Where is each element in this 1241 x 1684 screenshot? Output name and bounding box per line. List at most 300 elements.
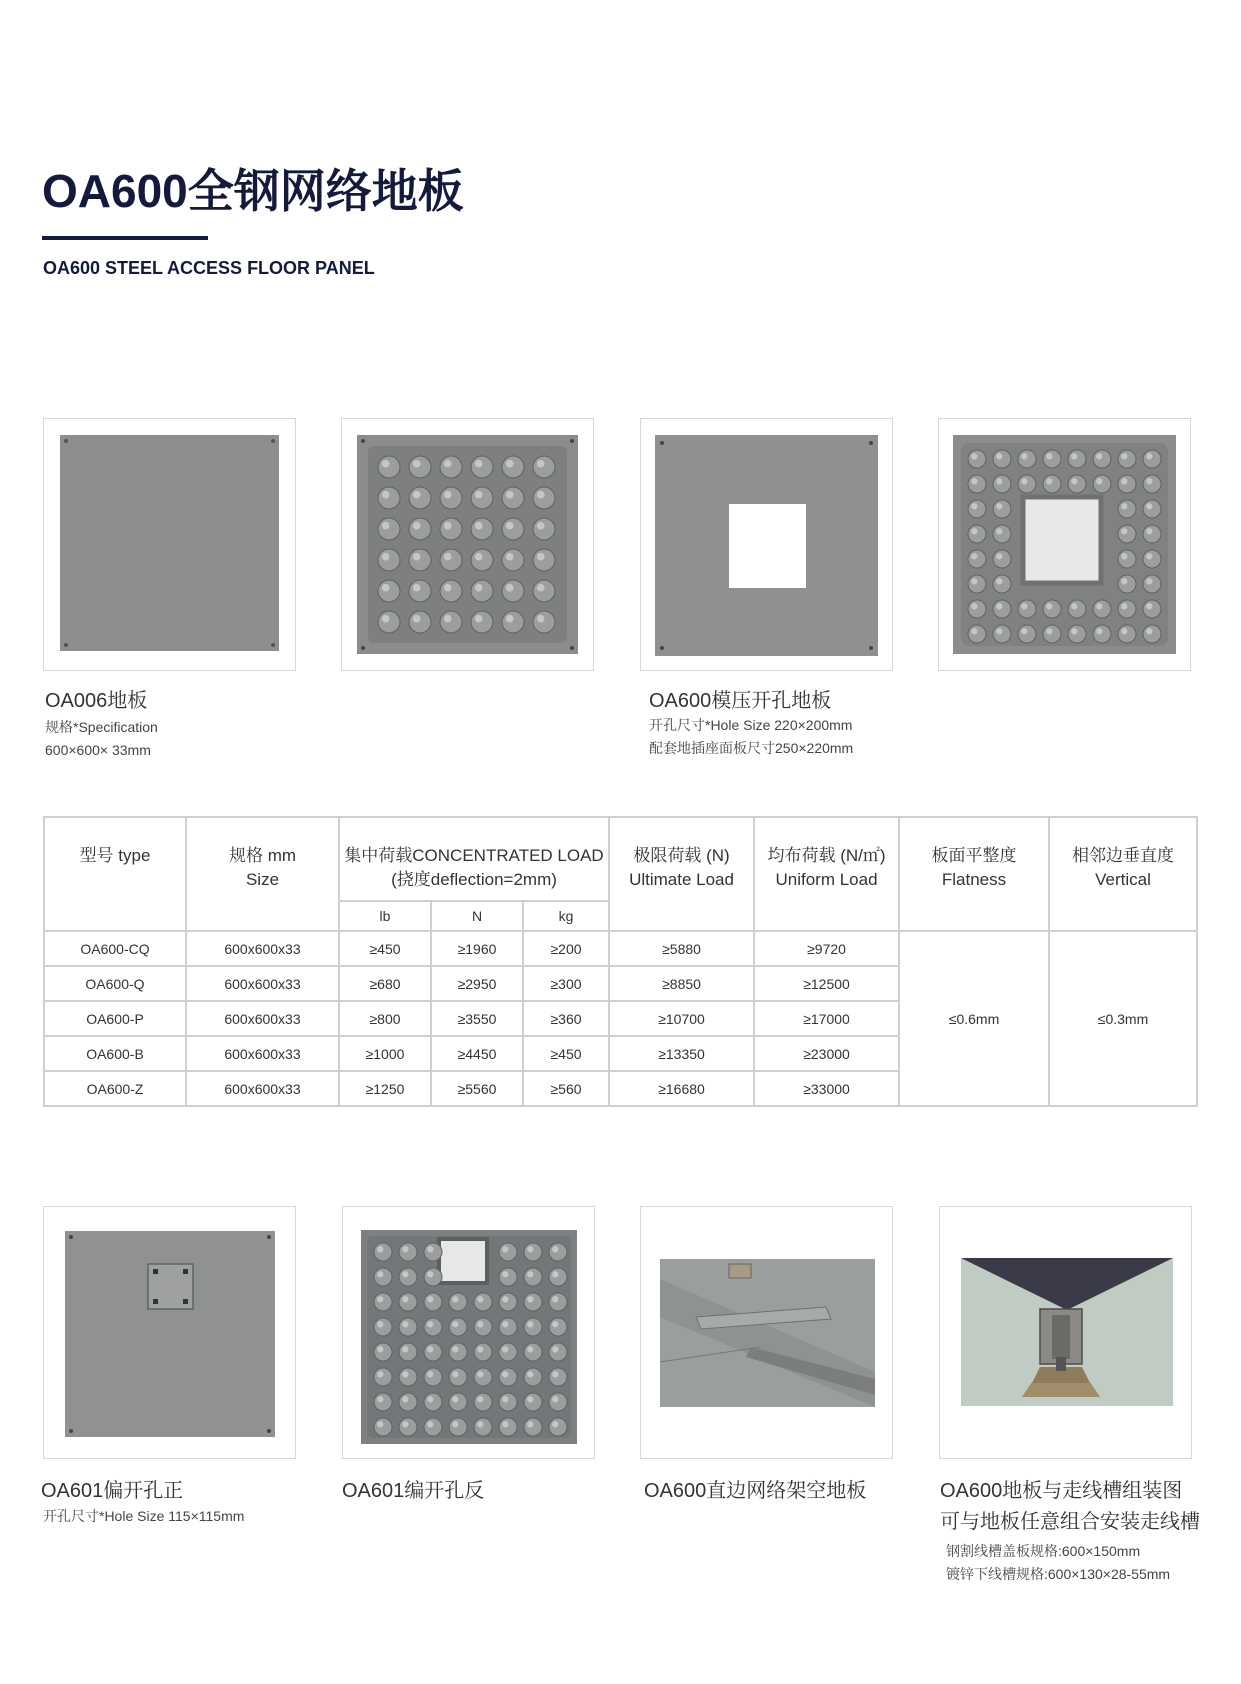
note-oa601-hole-size: 开孔尺寸*Hole Size 115×115mm <box>43 1508 245 1524</box>
cell-uniform: ≥23000 <box>754 1036 899 1071</box>
dimple <box>968 600 986 618</box>
dimple <box>499 1368 517 1386</box>
dimple-highlight <box>971 528 977 534</box>
dimple-highlight <box>475 460 483 468</box>
dimple-highlight <box>444 522 452 530</box>
cell-ultimate: ≥13350 <box>609 1036 754 1071</box>
dimple <box>993 625 1011 643</box>
dimple <box>471 549 493 571</box>
dimple-highlight <box>477 1396 483 1402</box>
dimple <box>524 1368 542 1386</box>
dimple-highlight <box>506 522 514 530</box>
dimple <box>549 1293 567 1311</box>
note-socket-panel-size: 配套地插座面板尺寸250×220mm <box>649 740 854 756</box>
dimple-highlight <box>427 1296 433 1302</box>
dimple <box>502 580 524 602</box>
dimple <box>993 450 1011 468</box>
dimple <box>449 1318 467 1336</box>
dimple-highlight <box>1146 503 1152 509</box>
dimple-highlight <box>971 453 977 459</box>
dimple-highlight <box>1096 628 1102 634</box>
dimple-highlight <box>552 1346 558 1352</box>
dimple <box>993 550 1011 568</box>
dimple-highlight <box>527 1346 533 1352</box>
dimple-highlight <box>506 615 514 623</box>
dimple-highlight <box>444 615 452 623</box>
dimple <box>1118 550 1136 568</box>
dimple-highlight <box>552 1321 558 1327</box>
dimple <box>424 1318 442 1336</box>
page-subtitle: OA600 STEEL ACCESS FLOOR PANEL <box>43 258 375 278</box>
dimple-highlight <box>1146 628 1152 634</box>
dimple-highlight <box>1021 453 1027 459</box>
cell-size: 600x600x33 <box>186 931 339 966</box>
dimple-highlight <box>452 1371 458 1377</box>
dimple-highlight <box>1146 478 1152 484</box>
dimple-highlight <box>377 1371 383 1377</box>
dimple-highlight <box>552 1271 558 1277</box>
dimple <box>1093 475 1111 493</box>
dimple-highlight <box>1021 628 1027 634</box>
dimple-highlight <box>537 553 545 561</box>
cell-type: OA600-B <box>44 1036 186 1071</box>
caption-oa601-back: OA601编开孔反 <box>342 1480 485 1502</box>
dimple-highlight <box>402 1346 408 1352</box>
dimple <box>549 1418 567 1436</box>
dimple-highlight <box>1071 478 1077 484</box>
dimple <box>499 1293 517 1311</box>
note-cover-size: 钢割线槽盖板规格:600×150mm <box>946 1543 1141 1559</box>
product-image-oa600-hole <box>640 418 893 671</box>
dimple-highlight <box>537 584 545 592</box>
dimple-highlight <box>996 478 1002 484</box>
dimple <box>374 1343 392 1361</box>
dimple <box>424 1243 442 1261</box>
dimple <box>1068 625 1086 643</box>
dimple <box>374 1393 392 1411</box>
dimple <box>378 580 400 602</box>
dimple <box>409 549 431 571</box>
dimple <box>1043 600 1061 618</box>
cell-lb: ≥1250 <box>339 1071 431 1106</box>
dimple <box>993 525 1011 543</box>
offset-hole-back-photo <box>343 1207 594 1458</box>
dimple-highlight <box>382 522 390 530</box>
dimple-highlight <box>1071 628 1077 634</box>
cell-type: OA600-Q <box>44 966 186 1001</box>
dimple <box>424 1393 442 1411</box>
dimple-highlight <box>996 553 1002 559</box>
cell-lb: ≥680 <box>339 966 431 1001</box>
dimple-highlight <box>1071 453 1077 459</box>
dimple-highlight <box>402 1321 408 1327</box>
dimple <box>502 487 524 509</box>
dimple-highlight <box>996 578 1002 584</box>
dimple-highlight <box>427 1271 433 1277</box>
dimple-highlight <box>527 1321 533 1327</box>
dimple-highlight <box>475 522 483 530</box>
dimple <box>474 1293 492 1311</box>
dimple-highlight <box>996 603 1002 609</box>
dimple <box>374 1243 392 1261</box>
product-image-assembly <box>939 1206 1192 1459</box>
dimple-highlight <box>527 1296 533 1302</box>
dimple <box>399 1293 417 1311</box>
dimple <box>474 1343 492 1361</box>
dimple <box>1093 450 1111 468</box>
subheader-n: N <box>431 901 523 931</box>
dimple-highlight <box>552 1371 558 1377</box>
cell-ultimate: ≥8850 <box>609 966 754 1001</box>
dimple <box>1118 475 1136 493</box>
cell-size: 600x600x33 <box>186 1036 339 1071</box>
note-hole-size: 开孔尺寸*Hole Size 220×200mm <box>649 717 853 733</box>
dimple <box>409 580 431 602</box>
dimple <box>440 549 462 571</box>
dimple <box>1018 475 1036 493</box>
cell-flatness: ≤0.6mm <box>899 931 1049 1106</box>
dimple-highlight <box>552 1396 558 1402</box>
dimple-highlight <box>502 1246 508 1252</box>
dimple-highlight <box>477 1321 483 1327</box>
hole-panel-photo <box>641 419 892 670</box>
dimple <box>993 475 1011 493</box>
dimple-highlight <box>537 491 545 499</box>
dimple <box>549 1243 567 1261</box>
dimple <box>968 575 986 593</box>
cell-uniform: ≥17000 <box>754 1001 899 1036</box>
dimple-highlight <box>1146 578 1152 584</box>
dimple <box>549 1268 567 1286</box>
dimple-highlight <box>996 628 1002 634</box>
cell-ultimate: ≥10700 <box>609 1001 754 1036</box>
header-uniform-load: 均布荷载 (N/㎡) Uniform Load <box>754 817 899 931</box>
dimple <box>474 1368 492 1386</box>
dimple <box>399 1343 417 1361</box>
dimple-highlight <box>413 553 421 561</box>
dimple <box>399 1318 417 1336</box>
title-underline <box>42 236 208 240</box>
dimple-highlight <box>502 1321 508 1327</box>
offset-hole-panel-photo <box>44 1207 295 1458</box>
dimple <box>549 1393 567 1411</box>
dimple <box>449 1368 467 1386</box>
dimple <box>533 549 555 571</box>
dimple <box>409 518 431 540</box>
header-type: 型号 type <box>44 817 186 931</box>
dimple <box>471 580 493 602</box>
dimple-highlight <box>444 584 452 592</box>
dimple-highlight <box>502 1271 508 1277</box>
product-image-oa601-front <box>43 1206 296 1459</box>
dimple-highlight <box>444 553 452 561</box>
dimple-highlight <box>1071 603 1077 609</box>
cell-n: ≥3550 <box>431 1001 523 1036</box>
cell-ultimate: ≥16680 <box>609 1071 754 1106</box>
dimple <box>1143 525 1161 543</box>
dimple <box>968 475 986 493</box>
dimple <box>1043 625 1061 643</box>
dimple <box>440 518 462 540</box>
dimple-highlight <box>1146 453 1152 459</box>
dimple <box>474 1393 492 1411</box>
dimple <box>499 1418 517 1436</box>
dimple <box>502 611 524 633</box>
dimple <box>374 1368 392 1386</box>
dimple <box>502 456 524 478</box>
dimple <box>1143 500 1161 518</box>
subheader-lb: lb <box>339 901 431 931</box>
dimple-highlight <box>552 1296 558 1302</box>
dimple-highlight <box>971 478 977 484</box>
dimple-highlight <box>413 460 421 468</box>
dimple <box>499 1243 517 1261</box>
dimple <box>1118 525 1136 543</box>
dimple-highlight <box>377 1396 383 1402</box>
dimple-highlight <box>477 1346 483 1352</box>
dimple-highlight <box>1121 478 1127 484</box>
dimple-highlight <box>1096 603 1102 609</box>
dimple-highlight <box>402 1246 408 1252</box>
header-size: 规格 mm Size <box>186 817 339 931</box>
dimple-highlight <box>377 1246 383 1252</box>
dimple-highlight <box>377 1321 383 1327</box>
dimple <box>1143 625 1161 643</box>
dimple <box>471 456 493 478</box>
dimple <box>424 1293 442 1311</box>
dimple-highlight <box>413 522 421 530</box>
product-image-oa601-back <box>342 1206 595 1459</box>
dimple <box>1043 475 1061 493</box>
dimple <box>968 550 986 568</box>
dimple <box>524 1318 542 1336</box>
dimple-highlight <box>1146 528 1152 534</box>
dimple-highlight <box>377 1421 383 1427</box>
dimple <box>409 487 431 509</box>
dimple <box>424 1418 442 1436</box>
cell-n: ≥1960 <box>431 931 523 966</box>
dimple-highlight <box>527 1396 533 1402</box>
dimple <box>1118 575 1136 593</box>
cell-type: OA600-CQ <box>44 931 186 966</box>
dimple-highlight <box>537 615 545 623</box>
dimple <box>1118 450 1136 468</box>
dimple <box>378 487 400 509</box>
cell-size: 600x600x33 <box>186 1001 339 1036</box>
header-concentrated-load: 集中荷载CONCENTRATED LOAD (挠度deflection=2mm) <box>339 817 609 901</box>
dimple <box>1118 625 1136 643</box>
dimple-hole-panel-photo <box>939 419 1190 670</box>
caption-oa006: OA006地板 <box>45 690 148 712</box>
caption-assembly-line2: 可与地板任意组合安装走线槽 <box>940 1511 1200 1533</box>
dimple <box>399 1393 417 1411</box>
dimple <box>378 518 400 540</box>
cell-lb: ≥450 <box>339 931 431 966</box>
dimple <box>993 600 1011 618</box>
dimple <box>409 456 431 478</box>
dimple-highlight <box>506 553 514 561</box>
dimple-highlight <box>1096 478 1102 484</box>
dimple <box>374 1293 392 1311</box>
dimple-highlight <box>377 1296 383 1302</box>
cell-lb: ≥800 <box>339 1001 431 1036</box>
dimple-highlight <box>382 491 390 499</box>
page-title: OA600全钢网络地板 <box>42 165 464 217</box>
dimple <box>449 1393 467 1411</box>
cell-uniform: ≥12500 <box>754 966 899 1001</box>
dimple-highlight <box>1046 478 1052 484</box>
cell-n: ≥2950 <box>431 966 523 1001</box>
dimple-highlight <box>475 491 483 499</box>
cell-kg: ≥300 <box>523 966 609 1001</box>
dimple-highlight <box>527 1271 533 1277</box>
dimple <box>968 625 986 643</box>
dimple <box>1018 600 1036 618</box>
dimple-highlight <box>1046 628 1052 634</box>
dimple-highlight <box>402 1421 408 1427</box>
dimple-highlight <box>537 460 545 468</box>
dimple-highlight <box>502 1421 508 1427</box>
dimple <box>1118 600 1136 618</box>
dimple <box>424 1368 442 1386</box>
dimple <box>499 1268 517 1286</box>
header-vertical: 相邻边垂直度 Vertical <box>1049 817 1197 931</box>
dimple-panel-photo <box>342 419 593 670</box>
dimple <box>524 1393 542 1411</box>
cell-kg: ≥360 <box>523 1001 609 1036</box>
cell-lb: ≥1000 <box>339 1036 431 1071</box>
dimple-highlight <box>1121 528 1127 534</box>
cell-uniform: ≥9720 <box>754 931 899 966</box>
dimple <box>399 1268 417 1286</box>
dimple <box>968 525 986 543</box>
dimple-highlight <box>1121 578 1127 584</box>
dimple <box>399 1243 417 1261</box>
dimple <box>378 549 400 571</box>
dimple-highlight <box>402 1296 408 1302</box>
table-header-row <box>44 817 1197 901</box>
dimple <box>449 1343 467 1361</box>
dimple <box>499 1393 517 1411</box>
dimple-highlight <box>477 1371 483 1377</box>
dimple <box>533 580 555 602</box>
dimple <box>524 1293 542 1311</box>
dimple-highlight <box>502 1296 508 1302</box>
dimple-highlight <box>1121 603 1127 609</box>
dimple-highlight <box>427 1371 433 1377</box>
dimple <box>374 1418 392 1436</box>
subheader-kg: kg <box>523 901 609 931</box>
cell-n: ≥5560 <box>431 1071 523 1106</box>
dimple-highlight <box>971 628 977 634</box>
dimple <box>474 1318 492 1336</box>
dimple <box>471 487 493 509</box>
dimple <box>1143 600 1161 618</box>
dimple <box>1018 625 1036 643</box>
cell-type: OA600-Z <box>44 1071 186 1106</box>
dimple <box>533 487 555 509</box>
caption-oa600-straight: OA600直边网络架空地板 <box>644 1480 867 1502</box>
dimple-highlight <box>506 460 514 468</box>
dimple <box>474 1418 492 1436</box>
dimple <box>440 580 462 602</box>
dimple-highlight <box>1121 553 1127 559</box>
dimple-highlight <box>475 615 483 623</box>
dimple <box>1068 450 1086 468</box>
dimple-highlight <box>413 584 421 592</box>
product-image-oa600-straight <box>640 1206 893 1459</box>
cell-vertical: ≤0.3mm <box>1049 931 1197 1106</box>
dimple <box>424 1343 442 1361</box>
cell-type: OA600-P <box>44 1001 186 1036</box>
assembly-photo <box>940 1207 1191 1458</box>
dimple <box>1143 575 1161 593</box>
dimple <box>440 456 462 478</box>
dimple <box>524 1243 542 1261</box>
dimple-highlight <box>427 1346 433 1352</box>
dimple-highlight <box>1021 603 1027 609</box>
cell-uniform: ≥33000 <box>754 1071 899 1106</box>
cell-size: 600x600x33 <box>186 1071 339 1106</box>
dimple <box>399 1368 417 1386</box>
dimple-highlight <box>502 1396 508 1402</box>
dimple <box>1043 450 1061 468</box>
note-oa006-spec-size: 600×600× 33mm <box>45 742 151 758</box>
dimple <box>1143 450 1161 468</box>
dimple <box>1093 625 1111 643</box>
dimple <box>1018 450 1036 468</box>
dimple <box>549 1368 567 1386</box>
cell-size: 600x600x33 <box>186 966 339 1001</box>
dimple <box>424 1268 442 1286</box>
dimple-highlight <box>971 578 977 584</box>
dimple-highlight <box>382 460 390 468</box>
dimple-highlight <box>1096 453 1102 459</box>
dimple <box>1143 550 1161 568</box>
dimple-highlight <box>402 1371 408 1377</box>
dimple-highlight <box>1021 478 1027 484</box>
dimple <box>533 611 555 633</box>
dimple-highlight <box>971 553 977 559</box>
dimple-highlight <box>527 1246 533 1252</box>
dimple-highlight <box>475 584 483 592</box>
dimple <box>378 456 400 478</box>
dimple <box>409 611 431 633</box>
dimple-highlight <box>971 503 977 509</box>
dimple-highlight <box>382 584 390 592</box>
dimple <box>1143 475 1161 493</box>
dimple <box>524 1268 542 1286</box>
dimple-highlight <box>452 1421 458 1427</box>
dimple-highlight <box>1121 628 1127 634</box>
dimple <box>502 518 524 540</box>
dimple-highlight <box>552 1246 558 1252</box>
dimple-highlight <box>971 603 977 609</box>
dimple <box>440 611 462 633</box>
dimple-highlight <box>1121 503 1127 509</box>
dimple-highlight <box>506 584 514 592</box>
dimple-highlight <box>527 1421 533 1427</box>
dimple <box>1093 600 1111 618</box>
cell-kg: ≥450 <box>523 1036 609 1071</box>
product-image-oa006 <box>43 418 296 671</box>
dimple <box>1118 500 1136 518</box>
product-image-dimple-panel <box>341 418 594 671</box>
dimple <box>524 1418 542 1436</box>
dimple-highlight <box>413 615 421 623</box>
dimple <box>374 1268 392 1286</box>
dimple-highlight <box>477 1296 483 1302</box>
